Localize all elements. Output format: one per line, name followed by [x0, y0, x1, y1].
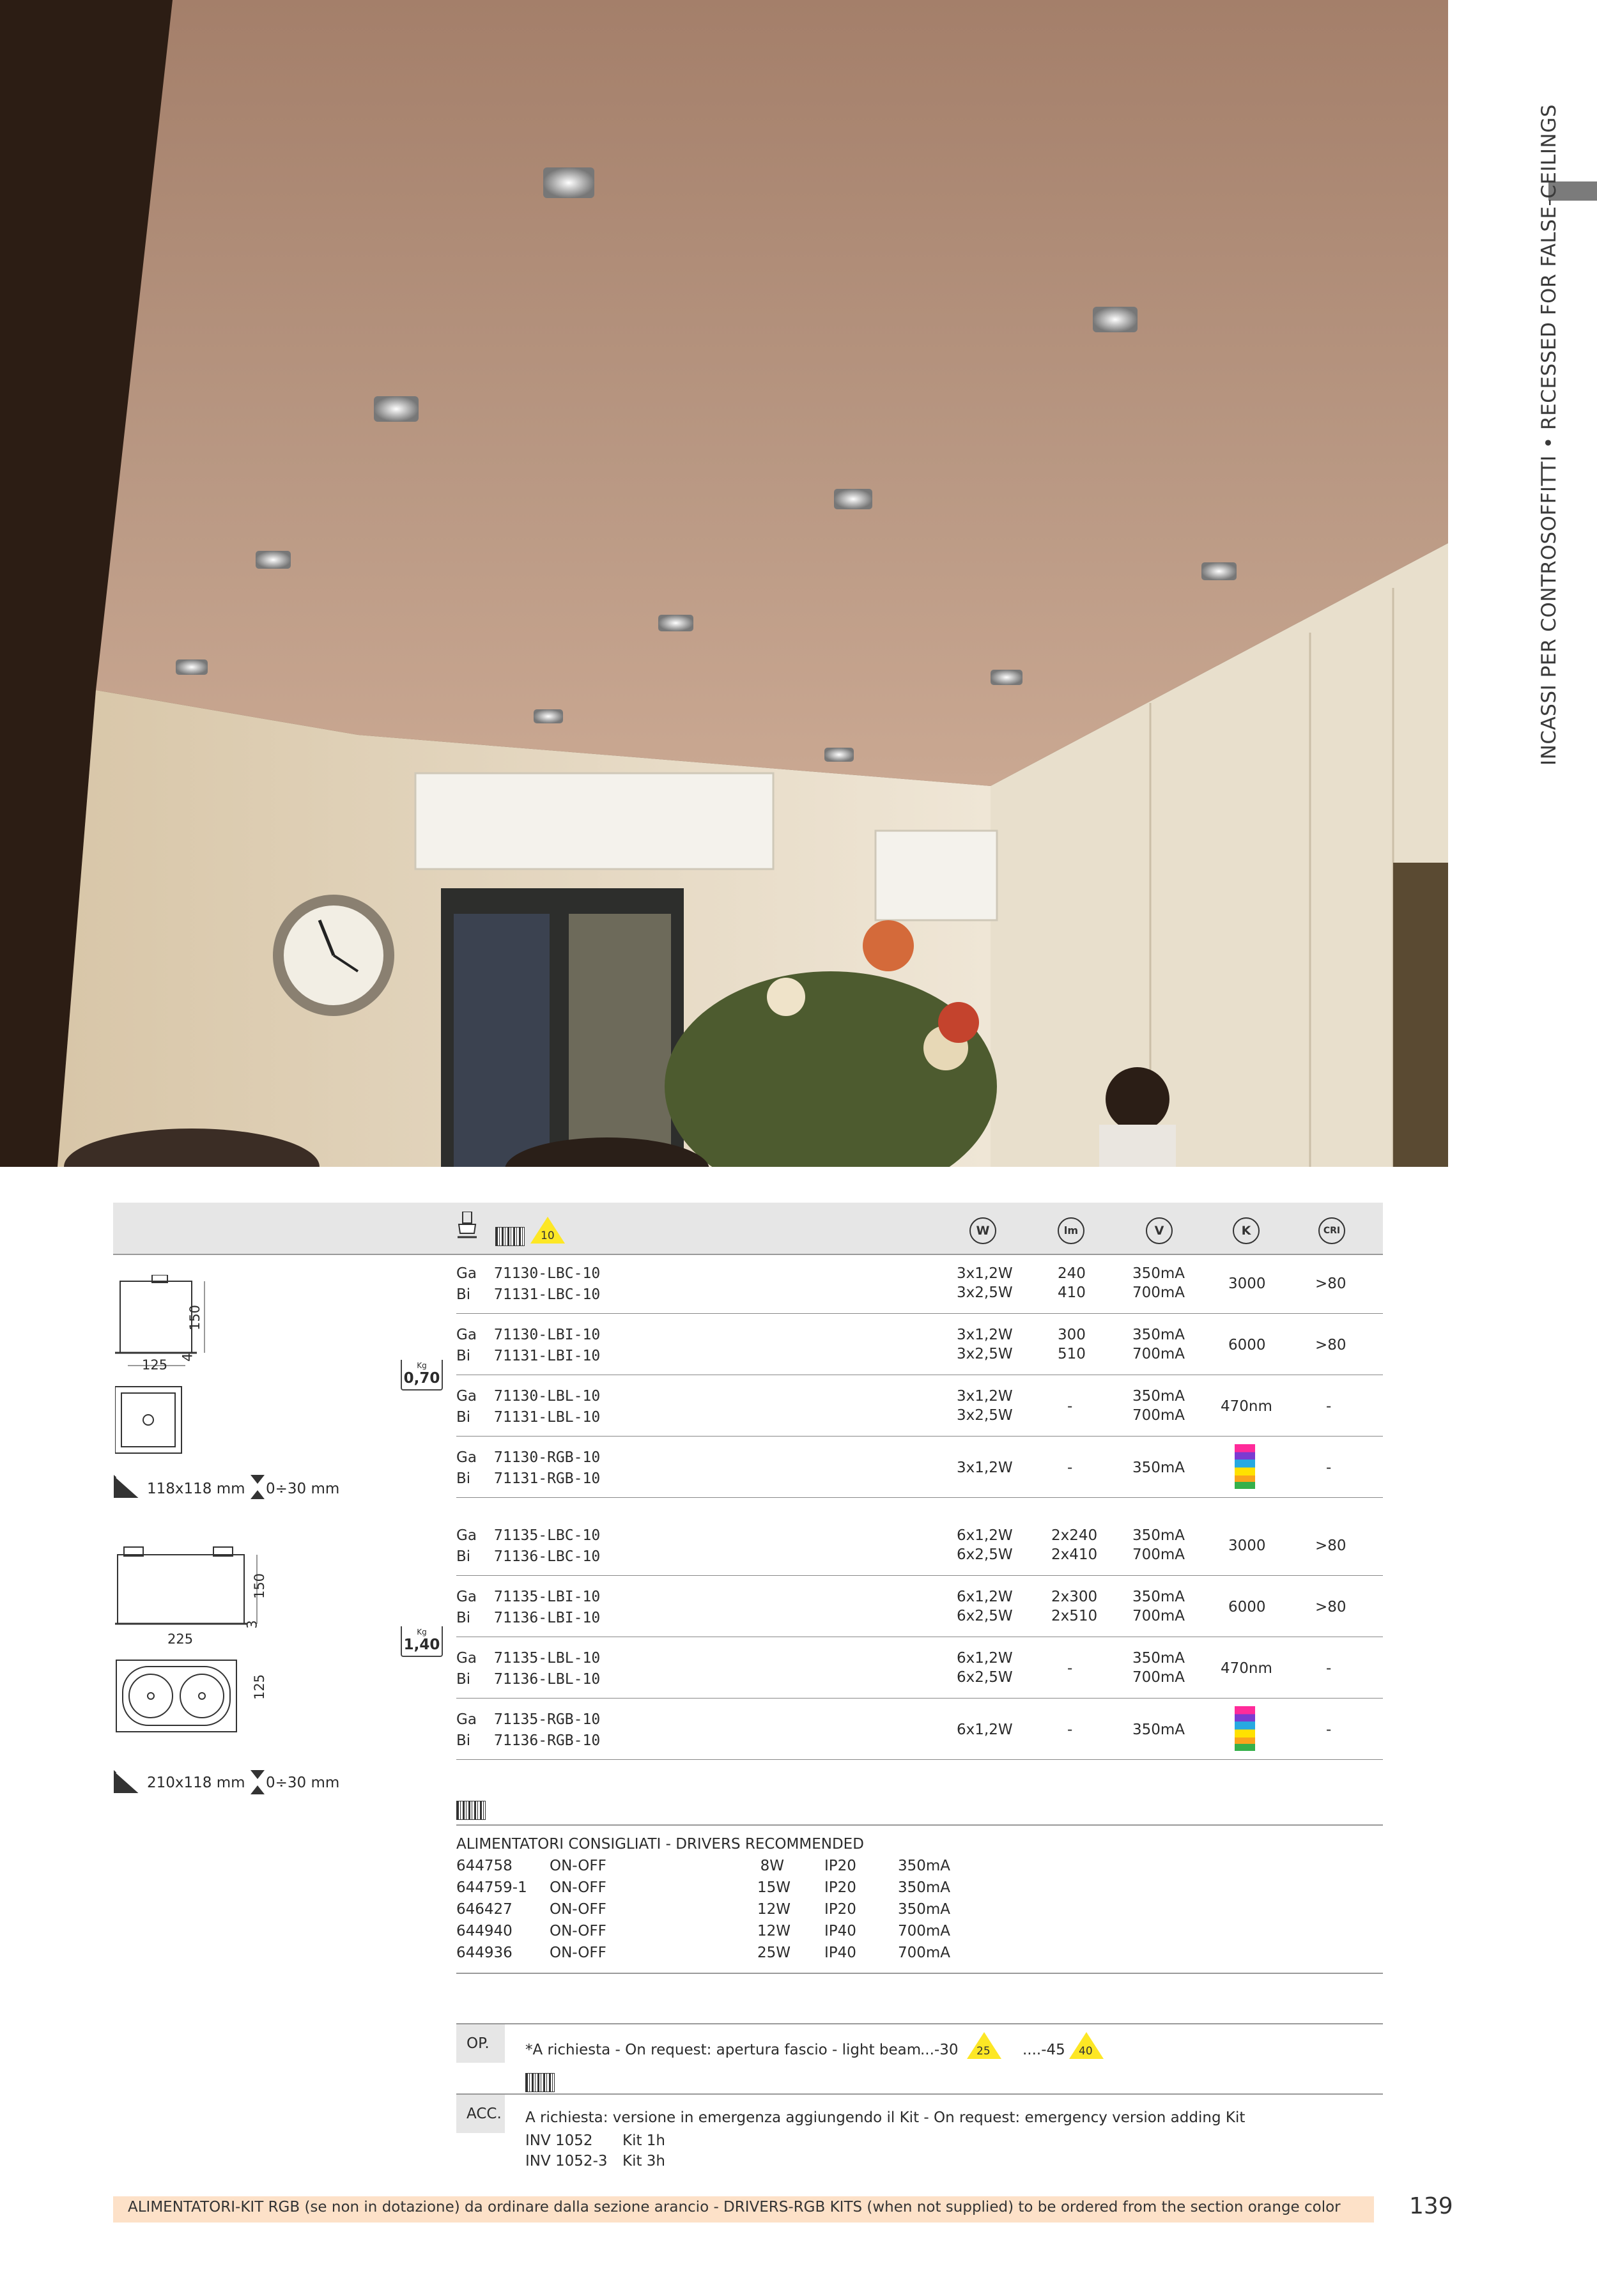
driver-cell: 700mA	[898, 1945, 951, 1961]
cutout-icon	[114, 1475, 143, 1500]
finish-code: Bi	[456, 1732, 471, 1749]
kelvin-value: 6000	[1228, 1599, 1266, 1615]
lumen-value: 2x410	[1051, 1546, 1098, 1563]
watt-value: 6x1,2W	[957, 1650, 1013, 1667]
page-number: 139	[1409, 2193, 1453, 2219]
cri-value: -	[1326, 1398, 1332, 1415]
watt-value: 6x1,2W	[957, 1527, 1013, 1544]
volt-icon: V	[1146, 1217, 1173, 1244]
driver-cell: 350mA	[898, 1879, 951, 1896]
rgb-color-swatch	[1235, 1706, 1255, 1751]
driver-cell: 644940	[456, 1923, 513, 1939]
finish-code: Ga	[456, 1527, 477, 1544]
barcode-icon	[495, 1227, 525, 1246]
weight-value: 1,40	[403, 1637, 440, 1653]
finish-code: Ga	[456, 1327, 477, 1343]
kelvin-value: 3000	[1228, 1275, 1266, 1292]
dim-depth: 4	[180, 1353, 196, 1362]
lamp-type-icon	[456, 1212, 478, 1242]
current-value: 700mA	[1132, 1669, 1185, 1686]
footer-note: ALIMENTATORI-KIT RGB (se non in dotazione) da ordinare dalla sezione arancio - DRIVERS-RGB KITS (when not supplied) to be ordered from the section orange color	[128, 2199, 1341, 2215]
driver-cell: 646427	[456, 1901, 513, 1918]
kelvin-value: 3000	[1228, 1537, 1266, 1554]
lumen-value: 2x510	[1051, 1608, 1098, 1624]
driver-cell: 15W	[757, 1879, 791, 1896]
lumen-value: -	[1067, 1722, 1073, 1738]
current-value: 700mA	[1132, 1346, 1185, 1362]
current-value: 350mA	[1132, 1589, 1185, 1605]
lumen-icon: lm	[1058, 1217, 1084, 1244]
watt-value: 6x2,5W	[957, 1546, 1013, 1563]
driver-cell: IP40	[824, 1945, 856, 1961]
divider	[456, 2023, 1383, 2024]
watt-value: 6x2,5W	[957, 1608, 1013, 1624]
product-code: 71131-LBI-10	[494, 1348, 601, 1364]
row-divider	[456, 1436, 1383, 1437]
accessory-desc: Kit 1h	[622, 2132, 666, 2149]
cri-value: >80	[1315, 1599, 1346, 1615]
watt-value: 3x1,2W	[957, 1265, 1013, 1282]
lumen-value: 300	[1058, 1327, 1086, 1343]
finish-code: Bi	[456, 1470, 471, 1487]
driver-cell: IP40	[824, 1923, 856, 1939]
lumen-value: 2x300	[1051, 1589, 1098, 1605]
tilt-icon	[251, 1770, 265, 1794]
finish-code: Ga	[456, 1711, 477, 1728]
current-value: 700mA	[1132, 1546, 1185, 1563]
product-code: 71136-LBL-10	[494, 1671, 601, 1688]
watt-value: 3x1,2W	[957, 1388, 1013, 1405]
lumen-value: 510	[1058, 1346, 1086, 1362]
cri-value: >80	[1315, 1337, 1346, 1353]
accessory-desc: Kit 3h	[622, 2153, 666, 2169]
cri-value: -	[1326, 1460, 1332, 1476]
op-text: *A richiesta - On request: apertura fascio - light beam	[525, 2042, 922, 2058]
accessory-code: INV 1052	[525, 2132, 593, 2149]
op-code-1: ...-30	[920, 2042, 959, 2058]
kelvin-value: 6000	[1228, 1337, 1266, 1353]
current-value: 700mA	[1132, 1608, 1185, 1624]
watt-value: 6x2,5W	[957, 1669, 1013, 1686]
beam-angle-value: 10	[541, 1229, 555, 1242]
driver-cell: 644936	[456, 1945, 513, 1961]
cri-value: -	[1326, 1722, 1332, 1738]
driver-cell: 12W	[757, 1923, 791, 1939]
finish-code: Bi	[456, 1409, 471, 1426]
driver-cell: 700mA	[898, 1923, 951, 1939]
product-code: 71130-RGB-10	[494, 1449, 601, 1466]
divider	[456, 2093, 1383, 2095]
product-code: 71135-LBL-10	[494, 1650, 601, 1667]
barcode-icon	[525, 2073, 555, 2092]
driver-cell: ON-OFF	[550, 1945, 606, 1961]
kelvin-value: 470nm	[1221, 1398, 1272, 1415]
product-code: 71131-LBL-10	[494, 1409, 601, 1426]
cri-value: >80	[1315, 1275, 1346, 1292]
lumen-value: 2x240	[1051, 1527, 1098, 1544]
row-divider	[456, 1575, 1383, 1576]
accessory-code: INV 1052-3	[525, 2153, 608, 2169]
driver-cell: IP20	[824, 1858, 856, 1874]
finish-code: Ga	[456, 1388, 477, 1405]
row-divider	[456, 1698, 1383, 1699]
watt-value: 3x1,2W	[957, 1460, 1013, 1476]
driver-cell: 644759-1	[456, 1879, 527, 1896]
weight-value: 0,70	[403, 1370, 440, 1387]
op-label: OP.	[456, 2024, 505, 2063]
product-code: 71136-LBC-10	[494, 1548, 601, 1565]
finish-code: Bi	[456, 1348, 471, 1364]
product-code: 71135-LBI-10	[494, 1589, 601, 1605]
finish-code: Bi	[456, 1286, 471, 1303]
finish-code: Ga	[456, 1449, 477, 1466]
driver-cell: IP20	[824, 1901, 856, 1918]
beam-badge-1-value: 25	[976, 2045, 991, 2058]
divider	[113, 1254, 1383, 1255]
dim-width: 125	[142, 1357, 168, 1373]
weight-badge	[401, 1360, 443, 1391]
product-code: 71131-LBC-10	[494, 1286, 601, 1303]
product-code: 71130-LBC-10	[494, 1265, 601, 1282]
watt-value: 6x1,2W	[957, 1589, 1013, 1605]
section-title: INCASSI PER CONTROSOFFITTI • RECESSED FOR FALSE-CEILINGS	[1538, 104, 1561, 766]
watt-value: 6x1,2W	[957, 1722, 1013, 1738]
lumen-value: -	[1067, 1398, 1073, 1415]
finish-code: Ga	[456, 1589, 477, 1605]
tilt-range: 0÷30 mm	[266, 1775, 340, 1791]
driver-cell: 8W	[760, 1858, 784, 1874]
driver-cell: 25W	[757, 1945, 791, 1961]
cri-value: -	[1326, 1660, 1332, 1677]
room-photo	[0, 0, 1448, 1167]
driver-cell: 12W	[757, 1901, 791, 1918]
current-value: 350mA	[1132, 1327, 1185, 1343]
divider	[456, 1973, 1383, 1974]
tilt-icon	[251, 1475, 265, 1499]
driver-cell: 350mA	[898, 1901, 951, 1918]
finish-code: Bi	[456, 1610, 471, 1626]
current-value: 700mA	[1132, 1284, 1185, 1301]
table-header	[113, 1203, 1383, 1254]
finish-code: Ga	[456, 1265, 477, 1282]
current-value: 350mA	[1132, 1388, 1185, 1405]
cri-icon: CRI	[1318, 1217, 1345, 1244]
lumen-value: 240	[1058, 1265, 1086, 1282]
weight-badge	[401, 1626, 443, 1657]
driver-cell: ON-OFF	[550, 1901, 606, 1918]
dim-height: 150	[252, 1573, 268, 1599]
op-code-2: ....-45	[1022, 2042, 1065, 2058]
driver-cell: ON-OFF	[550, 1858, 606, 1874]
current-value: 350mA	[1132, 1722, 1185, 1738]
lumen-value: 410	[1058, 1284, 1086, 1301]
cutout-size: 118x118 mm	[147, 1481, 245, 1497]
divider	[456, 1824, 1383, 1826]
product-code: 71130-LBI-10	[494, 1327, 601, 1343]
cutout-icon	[114, 1770, 143, 1796]
driver-cell: IP20	[824, 1879, 856, 1896]
dim-height: 150	[187, 1304, 203, 1331]
kelvin-icon: K	[1233, 1217, 1260, 1244]
tilt-range: 0÷30 mm	[266, 1481, 340, 1497]
weight-unit: Kg	[417, 1628, 427, 1637]
dim-depth: 3	[244, 1620, 260, 1629]
lumen-value: -	[1067, 1460, 1073, 1476]
current-value: 700mA	[1132, 1407, 1185, 1424]
product-code: 71136-LBI-10	[494, 1610, 601, 1626]
driver-cell: ON-OFF	[550, 1923, 606, 1939]
acc-text: A richiesta: versione in emergenza aggiungendo il Kit - On request: emergency version adding Kit	[525, 2109, 1246, 2126]
finish-code: Ga	[456, 1650, 477, 1667]
product-code: 71131-RGB-10	[494, 1470, 601, 1487]
finish-code: Bi	[456, 1548, 471, 1565]
driver-cell: 350mA	[898, 1858, 951, 1874]
dim-side: 125	[252, 1674, 268, 1700]
current-value: 350mA	[1132, 1460, 1185, 1476]
beam-badge-2-value: 40	[1079, 2045, 1093, 2058]
row-divider	[456, 1759, 1383, 1760]
product-drawing-double	[115, 1542, 390, 1734]
watt-value: 3x2,5W	[957, 1284, 1013, 1301]
current-value: 350mA	[1132, 1527, 1185, 1544]
product-code: 71135-LBC-10	[494, 1527, 601, 1544]
finish-code: Bi	[456, 1671, 471, 1688]
watt-value: 3x2,5W	[957, 1346, 1013, 1362]
watt-icon: W	[969, 1217, 996, 1244]
watt-value: 3x1,2W	[957, 1327, 1013, 1343]
cutout-size: 210x118 mm	[147, 1775, 245, 1791]
current-value: 350mA	[1132, 1650, 1185, 1667]
row-divider	[456, 1313, 1383, 1314]
current-value: 350mA	[1132, 1265, 1185, 1282]
lumen-value: -	[1067, 1660, 1073, 1677]
driver-cell: ON-OFF	[550, 1879, 606, 1896]
product-code: 71136-RGB-10	[494, 1732, 601, 1749]
cri-value: >80	[1315, 1537, 1346, 1554]
barcode-icon	[456, 1801, 486, 1820]
row-divider	[456, 1497, 1383, 1498]
product-code: 71135-RGB-10	[494, 1711, 601, 1728]
acc-label: ACC.	[456, 2095, 505, 2133]
weight-unit: Kg	[417, 1361, 427, 1370]
rgb-color-swatch	[1235, 1444, 1255, 1489]
product-drawing-single	[115, 1275, 383, 1505]
product-code: 71130-LBL-10	[494, 1388, 601, 1405]
drivers-title: ALIMENTATORI CONSIGLIATI - DRIVERS RECOMMENDED	[456, 1836, 864, 1853]
dim-width: 225	[167, 1631, 194, 1647]
kelvin-value: 470nm	[1221, 1660, 1272, 1677]
driver-cell: 644758	[456, 1858, 513, 1874]
watt-value: 3x2,5W	[957, 1407, 1013, 1424]
